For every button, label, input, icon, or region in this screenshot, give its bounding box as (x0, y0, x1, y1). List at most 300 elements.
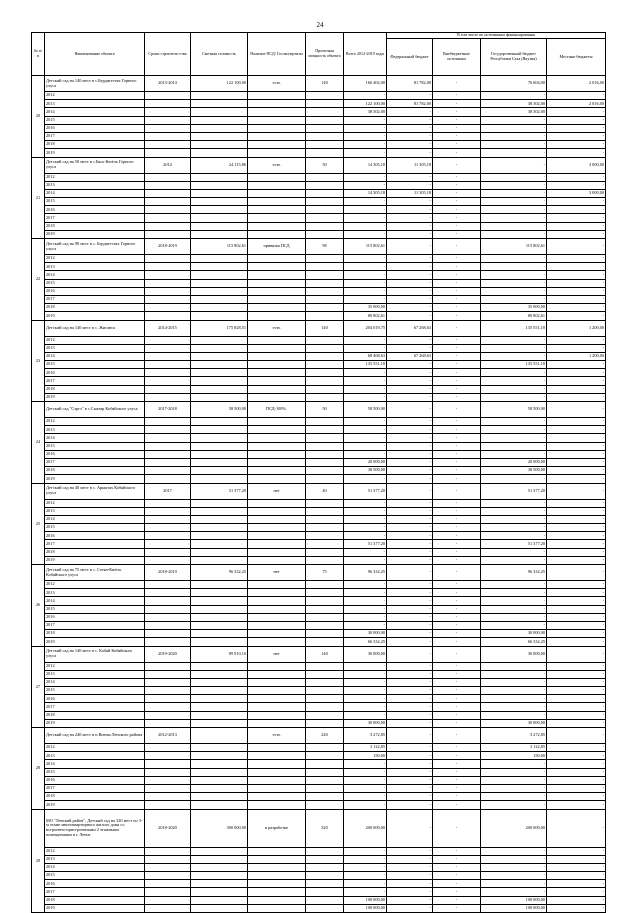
object-number: 29 (32, 809, 45, 913)
year-state: - (481, 605, 547, 613)
empty-cell (248, 198, 306, 206)
year-local: - (547, 132, 606, 140)
empty-cell (248, 670, 306, 678)
year-offbudget: - (433, 597, 481, 605)
year-state: 100 000,00 (481, 896, 547, 904)
year-label: 2015 (45, 687, 145, 695)
empty-cell (145, 638, 191, 646)
year-federal: - (387, 132, 433, 140)
empty-cell (248, 678, 306, 686)
object-capacity: 140 (306, 320, 344, 336)
year-label: 2015 (45, 361, 145, 369)
year-state: 38 500,00 (481, 467, 547, 475)
empty-cell (145, 361, 191, 369)
empty-cell (145, 458, 191, 466)
empty-cell (248, 597, 306, 605)
year-state: - (481, 847, 547, 855)
empty-cell (306, 687, 344, 695)
year-state: - (481, 352, 547, 360)
year-label: 2017 (45, 703, 145, 711)
empty-cell (248, 393, 306, 401)
year-total: - (344, 442, 387, 450)
empty-cell (248, 181, 306, 189)
empty-cell (145, 198, 191, 206)
year-total: - (344, 198, 387, 206)
year-federal: - (387, 206, 433, 214)
year-federal: - (387, 450, 433, 458)
empty-cell (248, 888, 306, 896)
year-offbudget: - (433, 230, 481, 238)
year-offbudget: - (433, 695, 481, 703)
year-federal: - (387, 687, 433, 695)
empty-cell (306, 369, 344, 377)
empty-cell (145, 352, 191, 360)
year-local: - (547, 255, 606, 263)
object-offbudget: - (433, 76, 481, 92)
year-federal: - (387, 377, 433, 385)
empty-cell (306, 181, 344, 189)
year-state: - (481, 888, 547, 896)
object-row (32, 483, 606, 499)
empty-cell (191, 189, 248, 197)
year-row (32, 605, 606, 613)
year-local: - (547, 605, 606, 613)
year-row (32, 458, 606, 466)
empty-cell (248, 116, 306, 124)
empty-cell (191, 222, 248, 230)
year-label: 2016 (45, 450, 145, 458)
year-offbudget: - (433, 116, 481, 124)
year-state: 100 000,00 (481, 904, 547, 912)
year-row (32, 793, 606, 801)
year-state: 20 000,00 (481, 458, 547, 466)
empty-cell (248, 295, 306, 303)
year-offbudget: - (433, 703, 481, 711)
year-total: - (344, 703, 387, 711)
empty-cell (306, 116, 344, 124)
year-local: - (547, 344, 606, 352)
year-row (32, 214, 606, 222)
year-label: 2013 (45, 426, 145, 434)
object-psd: нет (248, 483, 306, 499)
year-state: - (481, 214, 547, 222)
empty-cell (191, 295, 248, 303)
year-state: - (481, 670, 547, 678)
year-offbudget: - (433, 418, 481, 426)
year-total: - (344, 548, 387, 556)
empty-cell (191, 863, 248, 871)
year-local: - (547, 695, 606, 703)
empty-cell (248, 703, 306, 711)
year-state: - (481, 597, 547, 605)
empty-cell (191, 703, 248, 711)
year-offbudget: - (433, 613, 481, 621)
year-row (32, 801, 606, 809)
year-total: - (344, 149, 387, 157)
empty-cell (145, 116, 191, 124)
year-offbudget: - (433, 662, 481, 670)
year-federal: - (387, 255, 433, 263)
year-label: 2016 (45, 613, 145, 621)
year-local: - (547, 670, 606, 678)
empty-cell (191, 434, 248, 442)
empty-cell (145, 581, 191, 589)
year-total: - (344, 206, 387, 214)
empty-cell (306, 752, 344, 760)
year-local: - (547, 744, 606, 752)
empty-cell (306, 108, 344, 116)
empty-cell (248, 776, 306, 784)
empty-cell (248, 189, 306, 197)
empty-cell (191, 670, 248, 678)
empty-cell (191, 556, 248, 564)
empty-cell (248, 801, 306, 809)
empty-cell (191, 304, 248, 312)
year-local: - (547, 263, 606, 271)
empty-cell (191, 426, 248, 434)
empty-cell (145, 863, 191, 871)
table-body (32, 76, 606, 913)
object-number: 28 (32, 728, 45, 810)
empty-cell (248, 287, 306, 295)
empty-cell (191, 752, 248, 760)
empty-cell (145, 149, 191, 157)
year-total: - (344, 532, 387, 540)
object-name: МО "Ленский район", Детский сад на 320 мест по 3-м этаже многоквартирного жилого дома со встроенно-пристроенными 2 этажными помещениями в г. Ленск (45, 809, 145, 847)
year-local: - (547, 377, 606, 385)
year-row (32, 344, 606, 352)
empty-cell (248, 458, 306, 466)
year-state: - (481, 880, 547, 888)
year-row (32, 784, 606, 792)
empty-cell (248, 263, 306, 271)
year-state: - (481, 369, 547, 377)
empty-cell (248, 434, 306, 442)
year-local: - (547, 124, 606, 132)
empty-cell (191, 678, 248, 686)
year-offbudget: - (433, 872, 481, 880)
year-total: - (344, 801, 387, 809)
object-local: - (547, 239, 606, 255)
year-total: - (344, 418, 387, 426)
year-federal: - (387, 116, 433, 124)
empty-cell (306, 589, 344, 597)
year-label: 2012 (45, 581, 145, 589)
year-state: 3 122,85 (481, 744, 547, 752)
year-total: - (344, 847, 387, 855)
year-offbudget: - (433, 92, 481, 100)
year-local: - (547, 904, 606, 912)
empty-cell (248, 149, 306, 157)
empty-cell (306, 271, 344, 279)
empty-cell (145, 695, 191, 703)
empty-cell (145, 801, 191, 809)
year-row (32, 581, 606, 589)
year-label: 2017 (45, 784, 145, 792)
year-federal: - (387, 695, 433, 703)
year-state: - (481, 263, 547, 271)
empty-cell (191, 719, 248, 727)
year-label: 2014 (45, 515, 145, 523)
year-federal: - (387, 540, 433, 548)
empty-cell (306, 377, 344, 385)
year-row (32, 173, 606, 181)
year-total: - (344, 855, 387, 863)
empty-cell (145, 613, 191, 621)
object-offbudget: - (433, 565, 481, 581)
year-label: 2019 (45, 393, 145, 401)
empty-cell (191, 760, 248, 768)
year-label: 2012 (45, 255, 145, 263)
year-offbudget: - (433, 793, 481, 801)
object-psd: есть (248, 320, 306, 336)
year-state: - (481, 776, 547, 784)
year-total: - (344, 662, 387, 670)
object-total: 14 305,18 (344, 157, 387, 173)
empty-cell (145, 295, 191, 303)
year-offbudget: - (433, 896, 481, 904)
year-federal: - (387, 499, 433, 507)
year-total: - (344, 888, 387, 896)
empty-cell (248, 719, 306, 727)
object-row (32, 76, 606, 92)
empty-cell (191, 605, 248, 613)
year-local: - (547, 467, 606, 475)
year-total: - (344, 695, 387, 703)
empty-cell (191, 141, 248, 149)
object-period: 2018-2020 (145, 809, 191, 847)
year-state: - (481, 711, 547, 719)
object-total: 96 332,25 (344, 565, 387, 581)
empty-cell (191, 467, 248, 475)
empty-cell (191, 896, 248, 904)
year-offbudget: - (433, 507, 481, 515)
header-sources-group: В том числе по источникам финансирования (387, 33, 606, 39)
object-psd: есть (248, 157, 306, 173)
empty-cell (306, 149, 344, 157)
empty-cell (306, 434, 344, 442)
empty-cell (248, 630, 306, 638)
empty-cell (306, 499, 344, 507)
year-offbudget: - (433, 214, 481, 222)
empty-cell (145, 597, 191, 605)
year-offbudget: - (433, 776, 481, 784)
empty-cell (248, 515, 306, 523)
empty-cell (306, 475, 344, 483)
year-federal: - (387, 222, 433, 230)
object-name: Детский сад на 140 мест в с. Жиганск (45, 320, 145, 336)
year-label: 2016 (45, 206, 145, 214)
year-label: 2018 (45, 548, 145, 556)
object-local: - (547, 809, 606, 847)
empty-cell (145, 124, 191, 132)
object-row (32, 565, 606, 581)
object-number: 23 (32, 320, 45, 402)
empty-cell (248, 336, 306, 344)
empty-cell (248, 880, 306, 888)
object-cost: 24 115,86 (191, 157, 248, 173)
year-label: 2017 (45, 540, 145, 548)
year-total: - (344, 385, 387, 393)
year-local: - (547, 279, 606, 287)
year-state: - (481, 532, 547, 540)
financing-table (31, 32, 606, 913)
empty-cell (145, 263, 191, 271)
year-federal: - (387, 548, 433, 556)
year-label: 2013 (45, 344, 145, 352)
year-total: - (344, 255, 387, 263)
empty-cell (248, 352, 306, 360)
year-local: - (547, 141, 606, 149)
object-name: Детский сад "Сэргэ" в с.Сыатар Кобяйского улуса (45, 402, 145, 418)
year-label: 2013 (45, 100, 145, 108)
empty-cell (306, 352, 344, 360)
year-offbudget: - (433, 442, 481, 450)
empty-cell (306, 100, 344, 108)
year-row (32, 312, 606, 320)
object-offbudget: - (433, 483, 481, 499)
empty-cell (191, 181, 248, 189)
empty-cell (306, 418, 344, 426)
object-state: 115 802,61 (481, 239, 547, 255)
empty-cell (191, 173, 248, 181)
object-capacity: 50 (306, 157, 344, 173)
year-offbudget: - (433, 385, 481, 393)
empty-cell (145, 426, 191, 434)
year-federal: - (387, 149, 433, 157)
year-total: - (344, 613, 387, 621)
year-row (32, 880, 606, 888)
year-offbudget: - (433, 393, 481, 401)
empty-cell (248, 621, 306, 629)
year-total: 100 000,00 (344, 904, 387, 912)
object-name: Детский сад на 50 мест в с.Бясь-Кюёль Горного улуса (45, 157, 145, 173)
year-row (32, 589, 606, 597)
year-row (32, 100, 606, 108)
empty-cell (306, 904, 344, 912)
empty-cell (145, 630, 191, 638)
year-local: - (547, 752, 606, 760)
year-row (32, 548, 606, 556)
year-state: - (481, 434, 547, 442)
empty-cell (145, 793, 191, 801)
object-period: 2013-2014 (145, 76, 191, 92)
year-label: 2014 (45, 434, 145, 442)
year-row (32, 638, 606, 646)
header-cost: Сметная стоимость (191, 33, 248, 76)
year-state: - (481, 149, 547, 157)
empty-cell (306, 613, 344, 621)
empty-cell (306, 222, 344, 230)
empty-cell (306, 214, 344, 222)
empty-cell (306, 132, 344, 140)
year-label: 2018 (45, 467, 145, 475)
year-total: - (344, 515, 387, 523)
empty-cell (145, 524, 191, 532)
year-offbudget: - (433, 499, 481, 507)
year-row (32, 263, 606, 271)
year-row (32, 855, 606, 863)
year-label: 2014 (45, 108, 145, 116)
object-total: 3 272,85 (344, 728, 387, 744)
empty-cell (306, 880, 344, 888)
year-offbudget: - (433, 744, 481, 752)
empty-cell (248, 361, 306, 369)
empty-cell (248, 255, 306, 263)
year-label: 2014 (45, 189, 145, 197)
empty-cell (145, 744, 191, 752)
empty-cell (306, 847, 344, 855)
year-state: - (481, 678, 547, 686)
year-total: - (344, 124, 387, 132)
year-total: - (344, 230, 387, 238)
year-offbudget: - (433, 711, 481, 719)
year-state: - (481, 116, 547, 124)
year-row (32, 776, 606, 784)
empty-cell (248, 768, 306, 776)
year-offbudget: - (433, 467, 481, 475)
empty-cell (306, 467, 344, 475)
year-local: - (547, 768, 606, 776)
empty-cell (191, 524, 248, 532)
year-local: - (547, 872, 606, 880)
year-offbudget: - (433, 255, 481, 263)
year-total: - (344, 141, 387, 149)
object-name: Детский сад на 98 мест в с. Бердигестях Горного улуса (45, 239, 145, 255)
year-label: 2015 (45, 279, 145, 287)
year-local: - (547, 198, 606, 206)
year-offbudget: - (433, 458, 481, 466)
year-state: - (481, 450, 547, 458)
year-federal: - (387, 768, 433, 776)
empty-cell (306, 776, 344, 784)
empty-cell (306, 872, 344, 880)
year-total: 66 332,25 (344, 638, 387, 646)
object-state: 135 551,10 (481, 320, 547, 336)
year-state: 30 000,00 (481, 719, 547, 727)
year-local: 2 016,00 (547, 100, 606, 108)
year-label: 2019 (45, 475, 145, 483)
year-federal: - (387, 124, 433, 132)
year-federal: - (387, 703, 433, 711)
year-federal: - (387, 434, 433, 442)
year-state: - (481, 336, 547, 344)
object-local: - (547, 646, 606, 662)
year-federal: - (387, 271, 433, 279)
empty-cell (145, 279, 191, 287)
year-row (32, 369, 606, 377)
year-label: 2012 (45, 336, 145, 344)
empty-cell (248, 132, 306, 140)
year-label: 2018 (45, 222, 145, 230)
year-row (32, 711, 606, 719)
year-federal: - (387, 847, 433, 855)
year-total: - (344, 670, 387, 678)
year-state: - (481, 271, 547, 279)
year-local: - (547, 630, 606, 638)
object-total: 115 802,61 (344, 239, 387, 255)
year-federal: - (387, 752, 433, 760)
object-psd: нет (248, 646, 306, 662)
year-state: - (481, 206, 547, 214)
year-total: - (344, 173, 387, 181)
empty-cell (191, 385, 248, 393)
year-label: 2015 (45, 768, 145, 776)
year-offbudget: - (433, 801, 481, 809)
empty-cell (248, 638, 306, 646)
empty-cell (248, 344, 306, 352)
year-label: 2016 (45, 776, 145, 784)
